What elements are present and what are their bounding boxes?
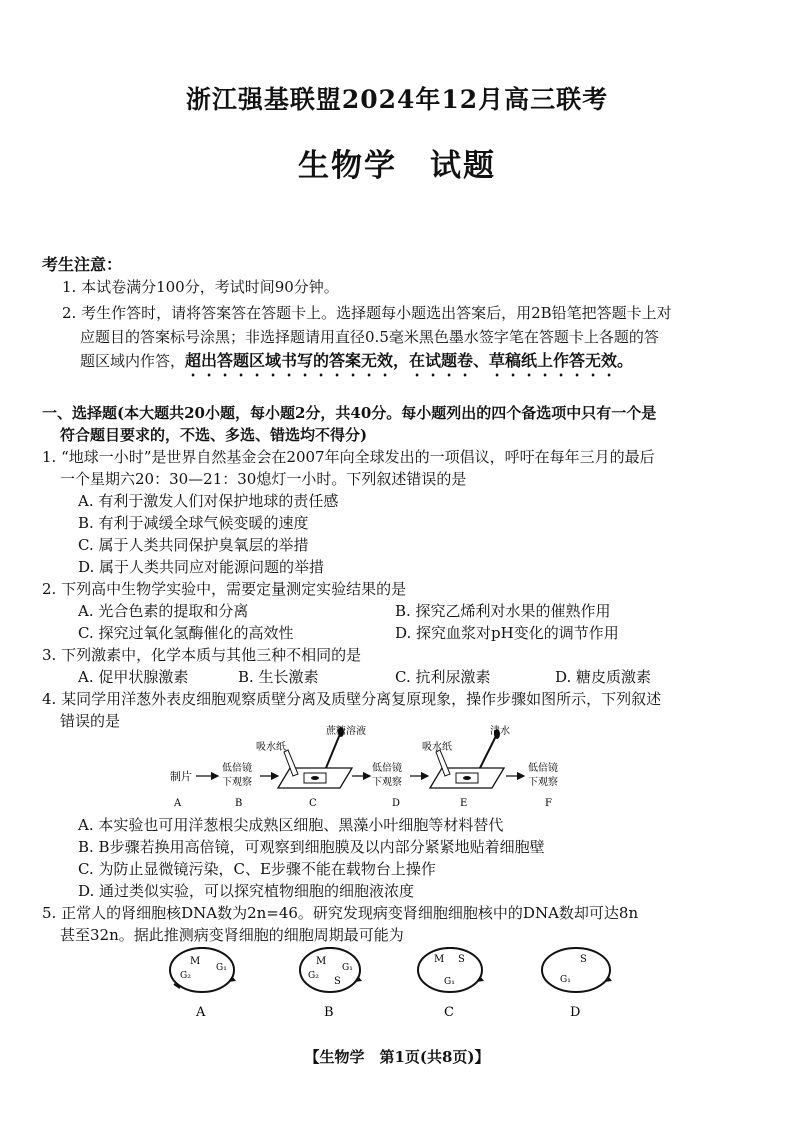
q2-option-b: B. 探究乙烯利对水果的催熟作用 [395, 602, 611, 620]
cycle-b-s: S [334, 976, 341, 987]
cycle-a-label: A [196, 1005, 206, 1020]
q3-stem: 3. 下列激素中，化学本质与其他三种不相同的是 [42, 646, 362, 664]
q3-option-b: B. 生长激素 [238, 668, 319, 686]
cycle-c-arrowhead [476, 976, 484, 982]
section-heading-line-2: 符合题目要求的，不选、多选、错选均不得分) [60, 426, 368, 444]
q4-stem-line-1: 4. 某同学用洋葱外表皮细胞观察质壁分离及质壁分离复原现象，操作步骤如图所示，下列叙述 [42, 690, 662, 708]
specimen-e [463, 776, 471, 780]
exam-title: 浙江强基联盟2024年12月高三联考 [185, 85, 609, 114]
cycle-d-s: S [580, 954, 587, 965]
subject-title: 生物学 试题 [298, 148, 496, 184]
cycle-d-ring [542, 948, 610, 992]
cycle-b-m: M [316, 956, 327, 967]
step-letter-d: D [392, 798, 401, 809]
dropper-c [326, 734, 340, 768]
section-heading-line-1: 一、选择题(本大题共20小题，每小题2分，共40分。每小题列出的四个备选项中只有一个是 [42, 404, 657, 422]
step-letter-a: A [174, 798, 182, 809]
q1-option-b: B. 有利于减缓全球气候变暖的速度 [78, 514, 309, 532]
cycle-a-m: M [190, 956, 201, 967]
notice-item-2-line-1: 2. 考生作答时，请将答案答在答题卡上。选择题每小题选出答案后，用2B铅笔把答题卡上对 [62, 304, 672, 322]
label-absorbent-paper-2: 吸水纸 [422, 742, 452, 753]
notice-item-2-line-3 [80, 350, 633, 380]
q4-option-d: D. 通过类似实验，可以探究植物细胞的细胞液浓度 [78, 882, 415, 900]
q5-stem-line-2: 甚至32n。据此推测病变肾细胞的细胞周期最可能为 [60, 926, 404, 944]
step-a-label: 制片 [170, 770, 192, 783]
cycle-d-arrowhead [604, 976, 612, 982]
cycle-b-label: B [324, 1005, 334, 1020]
label-sucrose: 蔗糖溶液 [326, 726, 366, 737]
q3-option-a: A. 促甲状腺激素 [78, 668, 189, 686]
notice-heading: 考生注意： [42, 255, 123, 274]
page-footer: 【生物学 第1页(共8页)】 [304, 1048, 490, 1066]
step-letter-c: C [309, 798, 317, 809]
cycle-b-g1: G₁ [342, 963, 353, 973]
cycle-c-m: M [434, 954, 445, 965]
q1-stem-line-1: 1. “地球一小时”是世界自然基金会在2007年向全球发出的一项倡议，呼吁在每年三月的最后 [42, 448, 655, 466]
cycle-d-g1: G₁ [560, 975, 571, 985]
step-letter-b: B [235, 798, 243, 809]
step-f-label-1: 低倍镜 [528, 763, 558, 774]
cycle-c-label: C [444, 1005, 454, 1020]
cycle-b-g2: G₂ [308, 971, 319, 981]
step-b-label-1: 低倍镜 [222, 763, 252, 774]
q4-option-b: B. B步骤若换用高倍镜，可观察到细胞膜及以内部分紧紧地贴着细胞壁 [78, 838, 545, 856]
specimen-c [311, 776, 319, 780]
cycle-c-s: S [458, 954, 465, 965]
q5-stem-line-1: 5. 正常人的肾细胞核DNA数为2n=46。研究发现病变肾细胞细胞核中的DNA数却可达8n [42, 904, 639, 922]
plasmolysis-procedure-diagram [160, 722, 660, 822]
step-letter-f: F [545, 798, 552, 809]
q4-option-c: C. 为防止显微镜污染，C、E步骤不能在载物台上操作 [78, 860, 436, 878]
q2-option-c: C. 探究过氧化氢酶催化的高效性 [78, 624, 294, 642]
q2-stem: 2. 下列高中生物学实验中，需要定量测定实验结果的是 [42, 580, 407, 598]
label-water: 清水 [490, 726, 510, 737]
step-f-label-2: 下观察 [528, 777, 558, 788]
notice-item-1: 1. 本试卷满分100分，考试时间90分钟。 [62, 278, 339, 296]
step-d-label-2: 下观察 [372, 777, 402, 788]
notice-item-2-line-2: 应题目的答案标号涂黑；非选择题请用直径0.5毫米黑色墨水签字笔在答题卡上各题的答 [80, 328, 659, 346]
cycle-a-g2: G₂ [180, 971, 191, 981]
q1-option-c: C. 属于人类共同保护臭氧层的举措 [78, 536, 309, 554]
cycle-b-arrowhead [354, 976, 362, 982]
q1-option-d: D. 属于人类共同应对能源问题的举措 [78, 558, 325, 576]
q1-stem-line-2: 一个星期六20：30—21：30熄灯一小时。下列叙述错误的是 [60, 470, 467, 488]
q4-option-a: A. 本实验也可用洋葱根尖成熟区细胞、黑藻小叶细胞等材料替代 [78, 816, 504, 834]
cycle-c-g1: G₁ [444, 977, 455, 987]
step-b-label-2: 下观察 [222, 777, 252, 788]
step-d-label-1: 低倍镜 [372, 763, 402, 774]
step-letter-e: E [460, 798, 468, 809]
notice-item-2-normal: 题区域内作答， [80, 352, 186, 370]
label-absorbent-paper-1: 吸水纸 [256, 742, 286, 753]
q4-stem-line-2: 错误的是 [60, 712, 121, 730]
dropper-e [480, 736, 496, 768]
cycle-a-g1: G₁ [216, 963, 227, 973]
cell-cycle-options [140, 940, 660, 1020]
q1-option-a: A. 有利于激发人们对保护地球的责任感 [78, 492, 339, 510]
cycle-a-arrowhead [228, 976, 236, 982]
q2-option-a: A. 光合色素的提取和分离 [78, 602, 249, 620]
q2-option-d: D. 探究血浆对pH变化的调节作用 [395, 624, 619, 642]
notice-item-2-emphasis: 超出答题区域书写的答案无效，在试题卷、草稿纸上作答无效。 [185, 351, 634, 370]
q3-option-d: D. 糖皮质激素 [555, 668, 652, 686]
q3-option-c: C. 抗利尿激素 [395, 668, 491, 686]
cycle-d-label: D [570, 1005, 581, 1020]
